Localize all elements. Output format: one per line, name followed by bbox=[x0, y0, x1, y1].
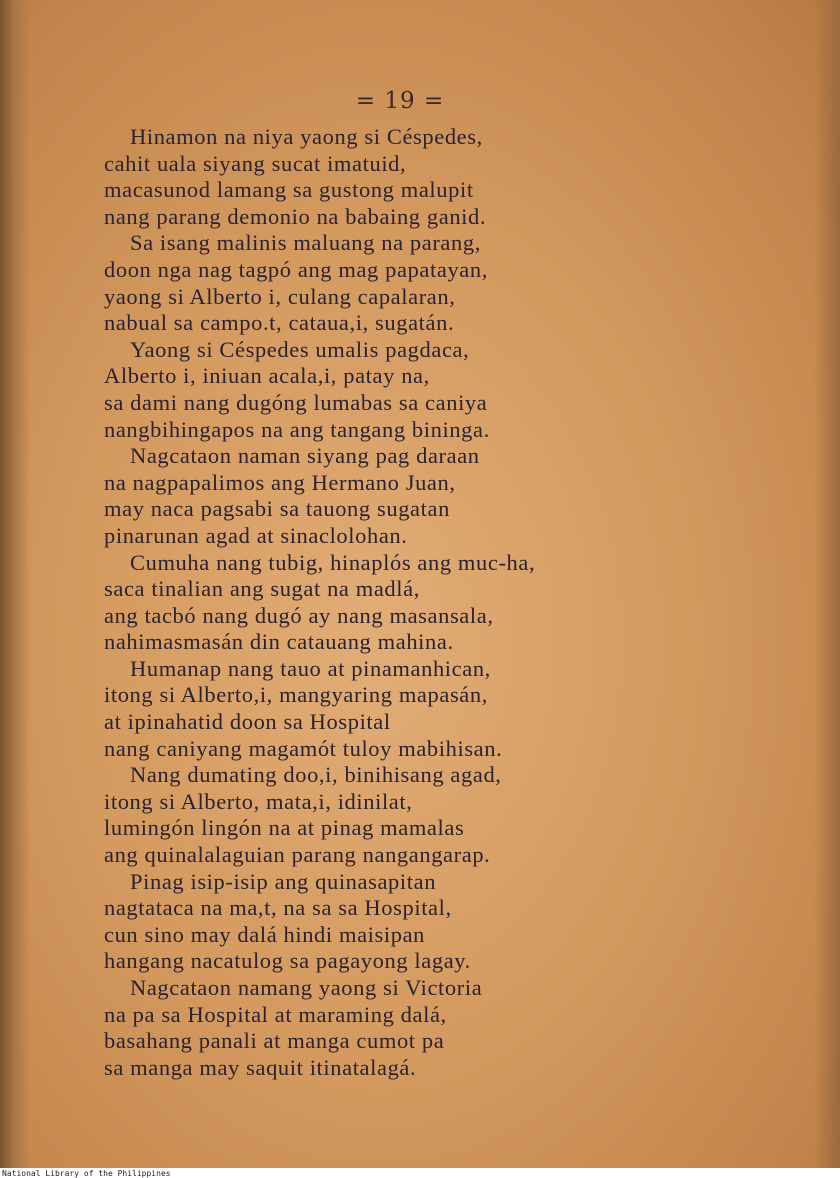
poem-line: Yaong si Céspedes umalis pagdaca, bbox=[130, 336, 470, 362]
poem-line: nabual sa campo.t, cataua,i, sugatán. bbox=[104, 310, 455, 336]
poem-line: Alberto i, iniuan acala,i, patay na, bbox=[104, 363, 430, 389]
stanza bbox=[104, 869, 664, 975]
poem-line: saca tinalian ang sugat na madlá, bbox=[104, 576, 420, 602]
stanza bbox=[104, 975, 664, 1081]
poem-line: sa manga may saquit itinatalagá. bbox=[104, 1054, 417, 1080]
poem-line: itong si Alberto,i, mangyaring mapasán, bbox=[104, 682, 488, 708]
poem-line: nang parang demonio na babaing ganid. bbox=[104, 203, 487, 229]
poem-line: nang caniyang magamót tuloy mabihisan. bbox=[104, 735, 503, 761]
footer-credit: National Library of the Philippines bbox=[2, 1169, 171, 1178]
poem-line: doon nga nag tagpó ang mag papatayan, bbox=[104, 256, 488, 282]
poem-line: cahit uala siyang sucat imatuid, bbox=[104, 150, 407, 176]
poem-line: ang quinalalaguian parang nangangarap. bbox=[104, 842, 491, 868]
poem-line: ang tacbó nang dugó ay nang masansala, bbox=[104, 602, 494, 628]
poem-line: na nagpapalimos ang Hermano Juan, bbox=[104, 469, 456, 495]
page-number: = 19 = bbox=[355, 88, 445, 114]
stanza bbox=[104, 337, 664, 443]
poem-line: itong si Alberto, mata,i, idinilat, bbox=[104, 788, 413, 814]
poem-line: yaong si Alberto i, culang capalaran, bbox=[104, 283, 456, 309]
poem-line: Humanap nang tauo at pinamanhican, bbox=[130, 655, 491, 681]
poem-line: Nagcataon naman siyang pag daraan bbox=[130, 443, 480, 469]
poem-line: hangang nacatulog sa pagayong lagay. bbox=[104, 948, 471, 974]
poem-line: Hinamon na niya yaong si Céspedes, bbox=[130, 124, 483, 149]
page-right-edge bbox=[814, 0, 840, 1168]
poem-text bbox=[104, 124, 664, 1081]
poem-line: Pinag isip-isip ang quinasapitan bbox=[130, 868, 437, 894]
poem-line: sa dami nang dugóng lumabas sa caniya bbox=[104, 389, 488, 415]
poem-line: nangbihingapos na ang tangang bininga. bbox=[104, 416, 490, 442]
poem-line: nahimasmasán din catauang mahina. bbox=[104, 629, 454, 655]
stanza bbox=[104, 124, 664, 230]
poem-line: basahang panali at manga cumot pa bbox=[104, 1028, 445, 1054]
poem-line: may naca pagsabi sa tauong sugatan bbox=[104, 496, 450, 522]
poem-line: na pa sa Hospital at maraming dalá, bbox=[104, 1001, 447, 1027]
poem-line: at ipinahatid doon sa Hospital bbox=[104, 709, 391, 735]
poem-line: macasunod lamang sa gustong malupit bbox=[104, 177, 474, 203]
poem-line: Nagcataon namang yaong si Victoria bbox=[130, 975, 483, 1000]
poem-line: Cumuha nang tubig, hinaplós ang muc-ha, bbox=[130, 549, 536, 575]
stanza bbox=[104, 550, 664, 656]
stanza bbox=[104, 762, 664, 868]
poem-line: nagtataca na ma,t, na sa sa Hospital, bbox=[104, 895, 452, 921]
stanza bbox=[104, 656, 664, 762]
poem-line: lumingón lingón na at pinag mamalas bbox=[104, 815, 465, 841]
poem-line: pinarunan agad at sinaclolohan. bbox=[104, 522, 408, 548]
poem-line: Nang dumating doo,i, binihisang agad, bbox=[130, 762, 502, 788]
poem-line: cun sino may dalá hindi maisipan bbox=[104, 921, 426, 947]
stanza bbox=[104, 443, 664, 549]
page-binding-edge bbox=[0, 0, 30, 1168]
stanza bbox=[104, 230, 664, 336]
poem-line: Sa isang malinis maluang na parang, bbox=[130, 230, 481, 256]
